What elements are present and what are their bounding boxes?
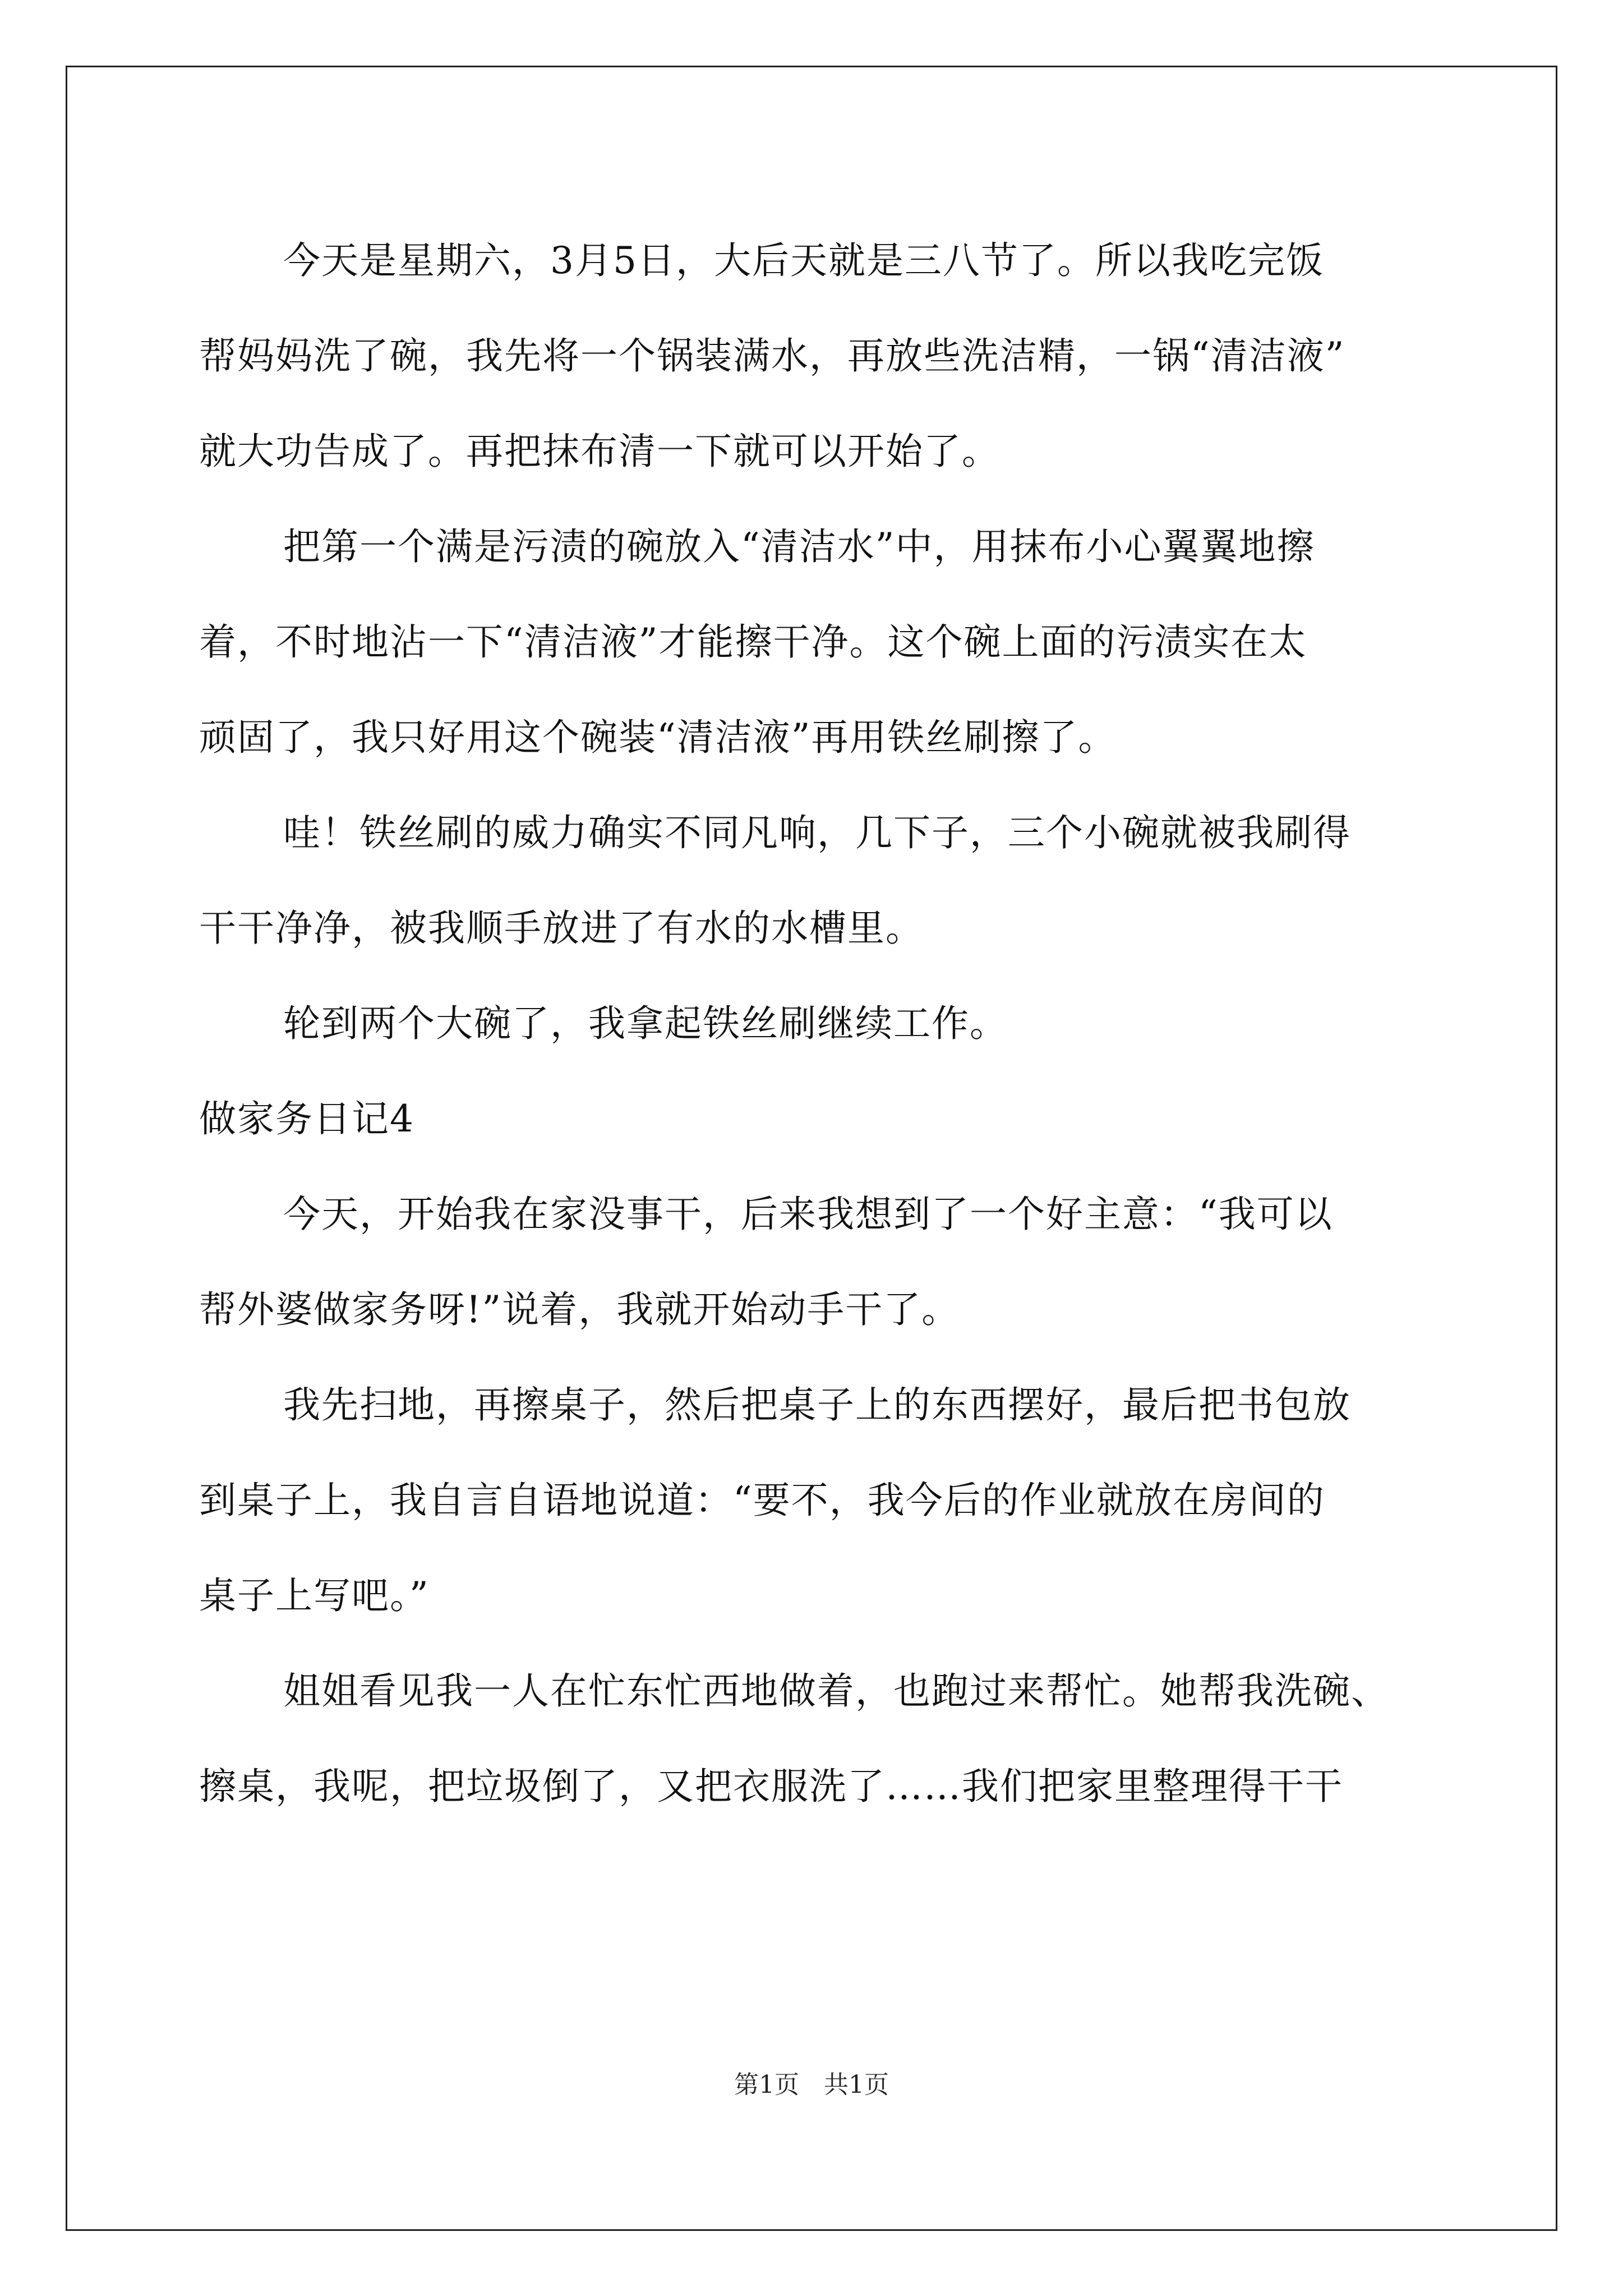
paragraph-4-line-1: 轮到两个大碗了，我拿起铁丝刷继续工作。 [283, 1002, 1008, 1045]
paragraph-3-line-1: 哇！铁丝刷的威力确实不同凡响，几下子，三个小碗就被我刷得 [283, 811, 1351, 854]
paragraph-3-line-2: 干干净净，被我顺手放进了有水的水槽里。 [199, 907, 924, 950]
paragraph-1-line-1: 今天是星期六，3月5日，大后天就是三八节了。所以我吃完饭 [283, 239, 1324, 282]
paragraph-6-line-3: 桌子上写吧。” [199, 1574, 430, 1617]
paragraph-1-line-3: 就大功告成了。再把抹布清一下就可以开始了。 [199, 430, 1000, 473]
page-footer: 第1页 共1页 [734, 2070, 889, 2099]
document-body [199, 213, 1427, 1834]
section-heading: 做家务日记4 [199, 1097, 414, 1140]
paragraph-6-line-2: 到桌子上，我自言自语地说道：“要不，我今后的作业就放在房间的 [199, 1479, 1325, 1522]
paragraph-5-line-1: 今天，开始我在家没事干，后来我想到了一个好主意：“我可以 [283, 1193, 1333, 1236]
paragraph-7-line-2: 擦桌，我呢，把垃圾倒了，又把衣服洗了……我们把家里整理得干干 [199, 1765, 1343, 1808]
paragraph-1-line-2: 帮妈妈洗了碗，我先将一个锅装满水，再放些洗洁精，一锅“清洁液” [199, 334, 1345, 378]
paragraph-7-line-1: 姐姐看见我一人在忙东忙西地做着，也跑过来帮忙。她帮我洗碗、 [283, 1669, 1389, 1713]
paragraph-2-line-2: 着，不时地沾一下“清洁液”才能擦干净。这个碗上面的污渍实在太 [199, 620, 1307, 664]
paragraph-6-line-1: 我先扫地，再擦桌子，然后把桌子上的东西摆好，最后把书包放 [283, 1383, 1351, 1427]
paragraph-2-line-3: 顽固了，我只好用这个碗装“清洁液”再用铁丝刷擦了。 [199, 716, 1117, 759]
paragraph-5-line-2: 帮外婆做家务呀!”说着，我就开始动手干了。 [199, 1288, 960, 1331]
paragraph-2-line-1: 把第一个满是污渍的碗放入“清洁水”中，用抹布小心翼翼地擦 [283, 525, 1315, 568]
